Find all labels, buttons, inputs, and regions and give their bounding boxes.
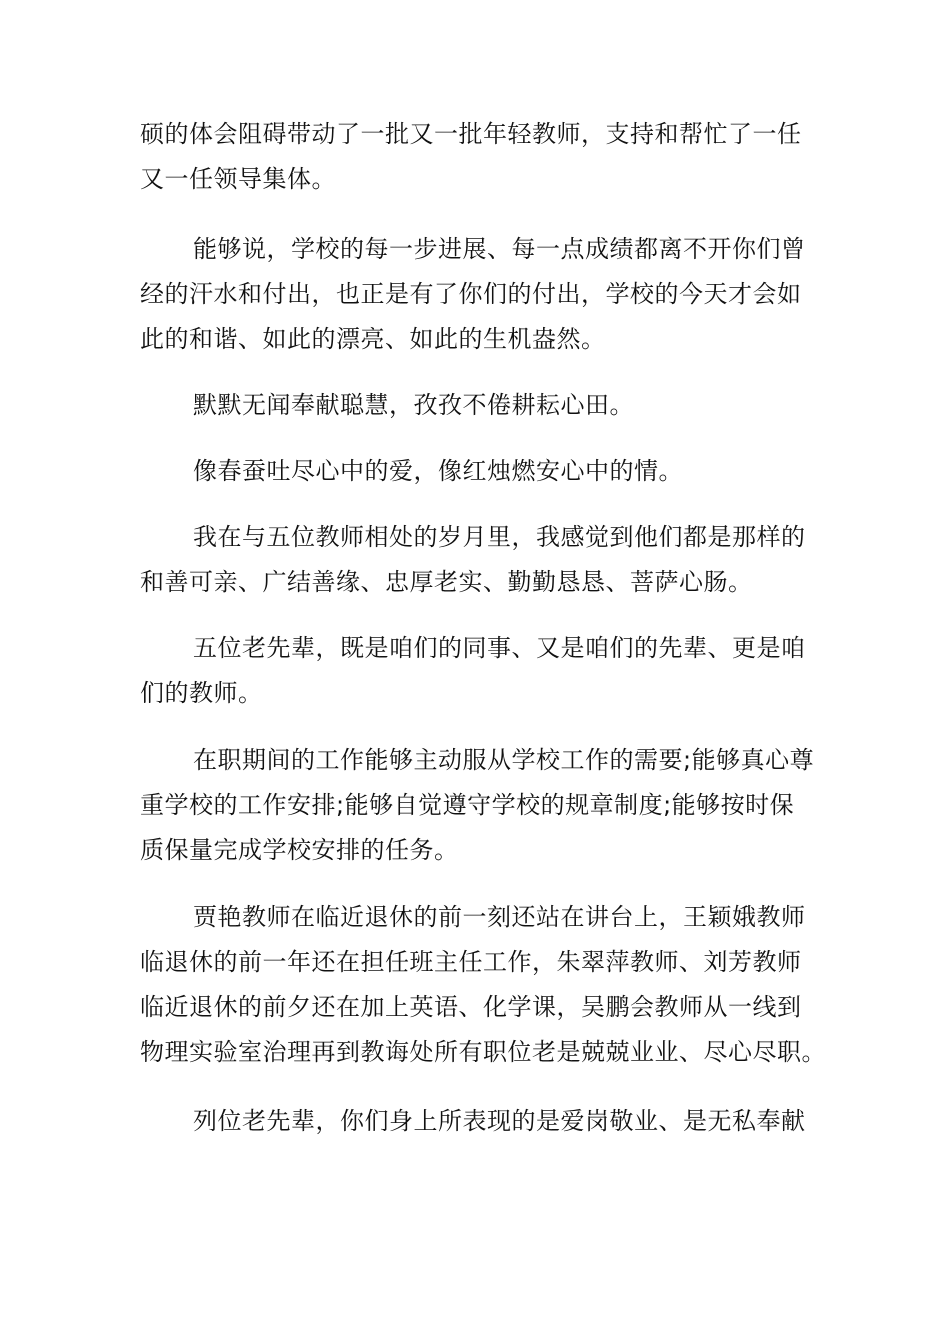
paragraph-line: 临退休的前一年还在担任班主任工作，朱翠萍教师、刘芳教师: [140, 948, 802, 976]
paragraph-line: 能够说，学校的每一步进展、每一点成绩都离不开你们曾: [193, 235, 806, 263]
paragraph-line: 在职期间的工作能够主动服从学校工作的需要;能够真心尊: [193, 746, 815, 774]
paragraph-6: [140, 626, 820, 716]
paragraph-4: [140, 449, 820, 494]
paragraph-line: 物理实验室治理再到教诲处所有职位老是兢兢业业、尽心尽职。: [140, 1038, 826, 1066]
paragraph-line: 像春蚕吐尽心中的爱，像红烛燃安心中的情。: [193, 457, 683, 485]
paragraph-line: 又一任领导集体。: [140, 165, 336, 193]
paragraph-2: [140, 227, 820, 362]
paragraph-line: 我在与五位教师相处的岁月里，我感觉到他们都是那样的: [193, 523, 806, 551]
paragraph-line: 五位老先辈，既是咱们的同事、又是咱们的先辈、更是咱: [193, 634, 806, 662]
paragraph-line: 默默无闻奉献聪慧，孜孜不倦耕耘心田。: [193, 391, 634, 419]
paragraph-line: 们的教师。: [140, 679, 263, 707]
paragraph-8: [140, 895, 826, 1075]
paragraph-9: [140, 1099, 820, 1144]
paragraph-5: [140, 515, 820, 605]
paragraph-1: [140, 112, 820, 202]
paragraph-line: 经的汗水和付出，也正是有了你们的付出，学校的今天才会如: [140, 280, 802, 308]
paragraph-line: 重学校的工作安排;能够自觉遵守学校的规章制度;能够按时保: [140, 791, 795, 819]
paragraph-line: 贾艳教师在临近退休的前一刻还站在讲台上，王颖娥教师: [193, 903, 806, 931]
paragraph-3: [140, 383, 820, 428]
paragraph-line: 和善可亲、广结善缘、忠厚老实、勤勤恳恳、菩萨心肠。: [140, 568, 753, 596]
paragraph-line: 此的和谐、如此的漂亮、如此的生机盎然。: [140, 325, 606, 353]
paragraph-7: [140, 738, 820, 873]
paragraph-line: 临近退休的前夕还在加上英语、化学课，吴鹏会教师从一线到: [140, 993, 802, 1021]
paragraph-line: 列位老先辈，你们身上所表现的是爱岗敬业、是无私奉献: [193, 1107, 806, 1135]
paragraph-line: 硕的体会阻碍带动了一批又一批年轻教师，支持和帮忙了一任: [140, 120, 802, 148]
paragraph-line: 质保量完成学校安排的任务。: [140, 836, 459, 864]
document-body: [140, 112, 826, 1144]
